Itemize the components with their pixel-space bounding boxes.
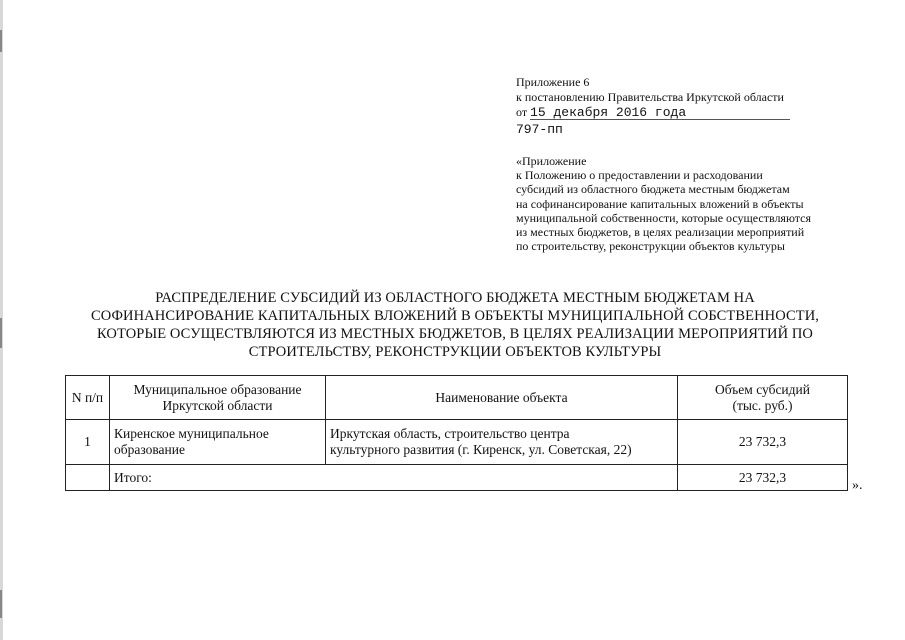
title-line: РАСПРЕДЕЛЕНИЕ СУБСИДИЙ ИЗ ОБЛАСТНОГО БЮДЖЕТА МЕСТНЫМ БЮДЖЕТАМ НА [155,290,755,306]
cell-municipality-line: образование [114,442,185,457]
resolution-reference: к постановлению Правительства Иркутской области [516,90,784,104]
cell-object [326,420,678,465]
table-row [66,420,848,465]
title-line: КОТОРЫЕ ОСУЩЕСТВЛЯЮТСЯ ИЗ МЕСТНЫХ БЮДЖЕТОВ, В ЦЕЛЯХ РЕАЛИЗАЦИИ МЕРОПРИЯТИЙ ПО [96,326,814,342]
title-line: СОФИНАНСИРОВАНИЕ КАПИТАЛЬНЫХ ВЛОЖЕНИЙ В ОБЪЕКТЫ МУНИЦИПАЛЬНОЙ СОБСТВЕННОСТИ, [90,308,820,324]
annex-line: на софинансирование капитальных вложений в объекты [516,196,804,211]
total-amount: 23 732,3 [678,465,848,491]
scan-mark [0,30,2,52]
closing-quote: ». [852,478,863,493]
appendix-header [516,75,790,137]
header-amount [678,376,848,420]
annex-line: к Положению о предоставлении и расходовании [516,168,763,183]
appendix-title: Приложение 6 [516,75,590,89]
annex-reference [516,154,811,253]
cell-amount: 23 732,3 [678,420,848,465]
resolution-date-line [516,105,790,120]
header-object: Наименование объекта [326,376,678,420]
header-municipality-line: Муниципальное образование [133,381,302,397]
annex-line: субсидий из областного бюджета местным бюджетам [516,182,790,197]
header-municipality-line: Иркутской области [162,397,273,413]
header-amount-line: Объем субсидий [715,381,810,397]
scan-mark [0,590,2,618]
annex-line: из местных бюджетов, в целях реализации мероприятий [516,225,805,240]
table-header-row [66,376,848,420]
cell-municipality-line: Киренское муниципальное [114,426,269,441]
annex-line: «Приложение [516,154,587,168]
title-line: СТРОИТЕЛЬСТВУ, РЕКОНСТРУКЦИИ ОБЪЕКТОВ КУЛЬТУРЫ [248,344,662,360]
cell-total-empty [66,465,110,491]
cell-municipality [110,420,326,465]
document-title [60,289,850,361]
total-label: Итого: [110,465,678,491]
date-prefix: от [516,105,528,119]
total-row [66,465,848,491]
annex-line: муниципальной собственности, которые осуществляются [516,210,811,225]
cell-object-line: Иркутская область, строительство центра [330,426,570,441]
cell-num: 1 [66,420,110,465]
header-num: N п/п [66,376,110,420]
annex-line: по строительству, реконструкции объектов культуры [516,239,785,254]
header-amount-line: (тыс. руб.) [732,397,793,413]
header-municipality [110,376,326,420]
subsidy-table [65,375,848,491]
resolution-number: 797-пп [516,122,563,137]
cell-object-line: культурного развития (г. Киренск, ул. Советская, 22) [330,442,632,457]
resolution-date: 15 декабря 2016 года [530,106,790,120]
scan-mark [0,318,2,348]
